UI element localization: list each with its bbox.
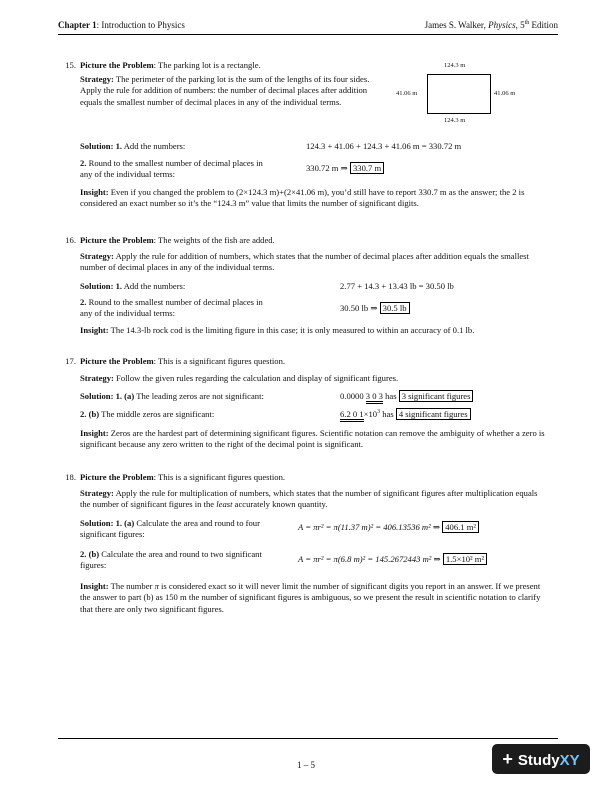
boxed-answer: 30.5 lb — [380, 302, 410, 314]
problem-statement: Picture the Problem: The weights of the fish are added. — [80, 235, 275, 245]
strategy-paragraph: Strategy: Apply the rule for multiplication of numbers, which states that the number of significant figures after multiplication equals the number of significant figures in the least accurately known quantity. — [80, 488, 538, 510]
figure-label-bottom: 124.3 m — [444, 117, 466, 124]
studyxy-logo[interactable] — [492, 744, 590, 774]
strategy-paragraph: Strategy: Apply the rule for addition of numbers, which states that the number of decimal places after addition equals the smallest number of decimal places in any of the individual terms. — [80, 251, 529, 273]
plus-icon: + — [502, 749, 513, 769]
book-citation: James S. Walker, Physics, 5th Edition — [424, 20, 558, 30]
solution-step-1: Solution: 1. Add the numbers: — [80, 141, 186, 151]
problem-number: 18. — [65, 472, 76, 482]
problem-number: 16. — [65, 235, 76, 245]
solution-step-2: 2. Round to the smallest number of decimal places in any of the individual terms: — [80, 158, 263, 180]
brand-xy: XY — [559, 752, 580, 769]
strategy-paragraph: Strategy: The perimeter of the parking lot is the sum of the lengths of its four sides. Apply the rule for addition of numbers: the number of decimal places after addition equals the smallest number of decimal places in any of the individual terms. — [80, 74, 370, 107]
footer-rule — [58, 738, 558, 739]
solution-math-a: A = πr² = π(11.37 m)² = 406.13536 m² ⇒ 406.1 m² — [298, 522, 479, 533]
solution-math-a: 0.0000 3 0 3 has 3 significant figures — [340, 391, 473, 402]
solution-math-b: 6.2 0 $1\times 10^3$ has 4 significant figures — [340, 409, 471, 420]
solution-step-b: 2. (b) Calculate the area and round to two significant figures: — [80, 549, 262, 571]
solution-step-1: Solution: 1. Add the numbers: — [80, 281, 186, 291]
insight-paragraph: Insight: The number π is considered exact so it will never limit the number of significant digits you report in an answer. If we present the answer to part (b) as 150 m the number of significant figures is ambiguous, so we present the result in scientific notation to clarify that there are only two significant figures. — [80, 581, 541, 614]
solution-math-1: 124.3 + 41.06 + 124.3 + 41.06 m = 330.72 m — [306, 141, 462, 151]
page-header — [58, 20, 558, 35]
solution-step-2: 2. Round to the smallest number of decimal places in any of the individual terms: — [80, 297, 263, 319]
strategy-paragraph: Strategy: Follow the given rules regarding the calculation and display of significant figures. — [80, 373, 399, 383]
solution-math-1: 2.77 + 14.3 + 13.43 lb = 30.50 lb — [340, 281, 454, 291]
solution-math-2: 330.72 m ⇒ 330.7 m — [306, 163, 384, 174]
solution-math-b: A = πr² = π(6.8 m)² = 145.2672443 m² ⇒ 1.5×10² m² — [298, 554, 487, 565]
boxed-answer: 1.5×10² m² — [443, 553, 487, 565]
problem-statement: Picture the Problem: This is a significant figures question. — [80, 356, 286, 366]
solution-step-a: Solution: 1. (a) The leading zeros are not significant: — [80, 391, 264, 401]
page-number: 1 – 5 — [297, 760, 315, 770]
boxed-answer: 330.7 m — [350, 162, 384, 174]
boxed-answer: 3 significant figures — [399, 390, 474, 402]
figure-label-left: 41.06 m — [396, 90, 418, 97]
insight-paragraph: Insight: Zeros are the hardest part of determining significant figures. Scientific notation can remove the ambiguity of whether a zero is significant because any zero written to the right of the decimal point is significant. — [80, 428, 545, 450]
brand-study: Study — [517, 752, 560, 769]
parking-lot-rectangle — [427, 74, 491, 114]
solution-math-2: 30.50 lb ⇒ 30.5 lb — [340, 303, 410, 314]
insight-paragraph: Insight: The 14.3-lb rock cod is the limiting figure in this case; it is only measured to within an accuracy of 0.1 lb. — [80, 325, 475, 335]
problem-statement: Picture the Problem: This is a significant figures question. — [80, 472, 286, 482]
chapter-title: Chapter 1: Introduction to Physics — [58, 20, 185, 30]
boxed-answer: 406.1 m² — [442, 521, 479, 533]
figure-label-right: 41.06 m — [494, 90, 516, 97]
problem-number: 17. — [65, 356, 76, 366]
figure-label-top: 124.3 m — [444, 62, 466, 69]
insight-paragraph: Insight: Even if you changed the problem to (2×124.3 m)+(2×41.06 m), you’d still have to report 330.7 m as the answer; the 2 is considered an exact number so it’s the “124.3 m” value that limits the number of significant digits. — [80, 187, 525, 209]
solution-step-b: 2. (b) The middle zeros are significant: — [80, 409, 215, 419]
problem-number: 15. — [65, 60, 76, 70]
boxed-answer: 4 significant figures — [396, 408, 471, 420]
problem-statement: Picture the Problem: The parking lot is a rectangle. — [80, 60, 261, 70]
solution-step-a: Solution: 1. (a) Calculate the area and round to four significant figures: — [80, 518, 260, 540]
